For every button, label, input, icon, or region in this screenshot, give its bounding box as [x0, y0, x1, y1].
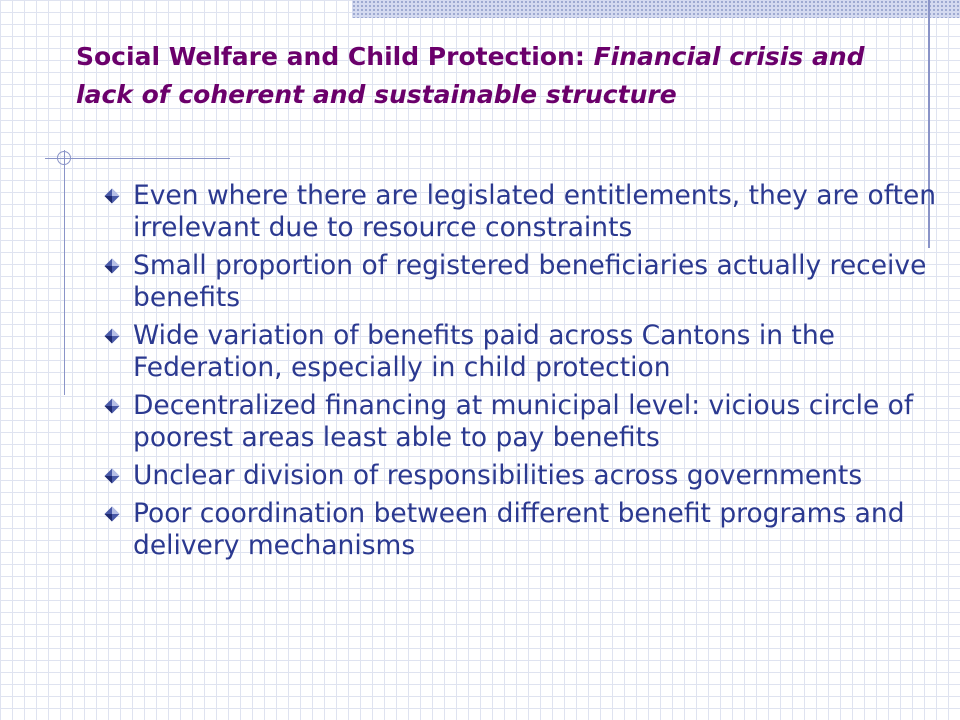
diamond-bullet-icon — [104, 506, 120, 522]
diamond-bullet-icon — [104, 398, 120, 414]
diamond-bullet-icon — [104, 188, 120, 204]
slide-title-plain: Social Welfare and Child Protection: — [76, 42, 594, 71]
bullet-item — [100, 250, 940, 314]
diamond-bullet-icon — [104, 468, 120, 484]
bullet-text: Decentralized financing at municipal level: vicious circle of poorest areas least able to pay benefits — [133, 390, 914, 453]
bullet-item — [100, 320, 940, 384]
bullet-item — [100, 180, 940, 244]
decorative-title-underline — [45, 158, 230, 159]
bullet-item — [100, 390, 940, 454]
bullet-text: Small proportion of registered beneficiaries actually receive benefits — [133, 250, 927, 313]
slide-title — [76, 38, 896, 114]
bullet-text: Wide variation of benefits paid across Cantons in the Federation, especially in child protection — [133, 320, 835, 383]
bullet-text: Poor coordination between different benefit programs and delivery mechanisms — [133, 498, 905, 561]
bullet-item — [100, 460, 940, 492]
bullet-text: Unclear division of responsibilities across governments — [133, 460, 863, 491]
decorative-vertical-line-left — [64, 150, 65, 395]
bullet-text: Even where there are legislated entitlements, they are often irrelevant due to resource constraints — [133, 180, 937, 243]
decorative-top-band — [352, 0, 960, 18]
slide-title-italic: Financial crisis and lack of coherent and sustainable structure — [76, 42, 865, 109]
bullet-item — [100, 498, 940, 562]
bullet-list — [100, 180, 940, 568]
decorative-circle-mark — [57, 151, 71, 165]
diamond-bullet-icon — [104, 258, 120, 274]
diamond-bullet-icon — [104, 328, 120, 344]
